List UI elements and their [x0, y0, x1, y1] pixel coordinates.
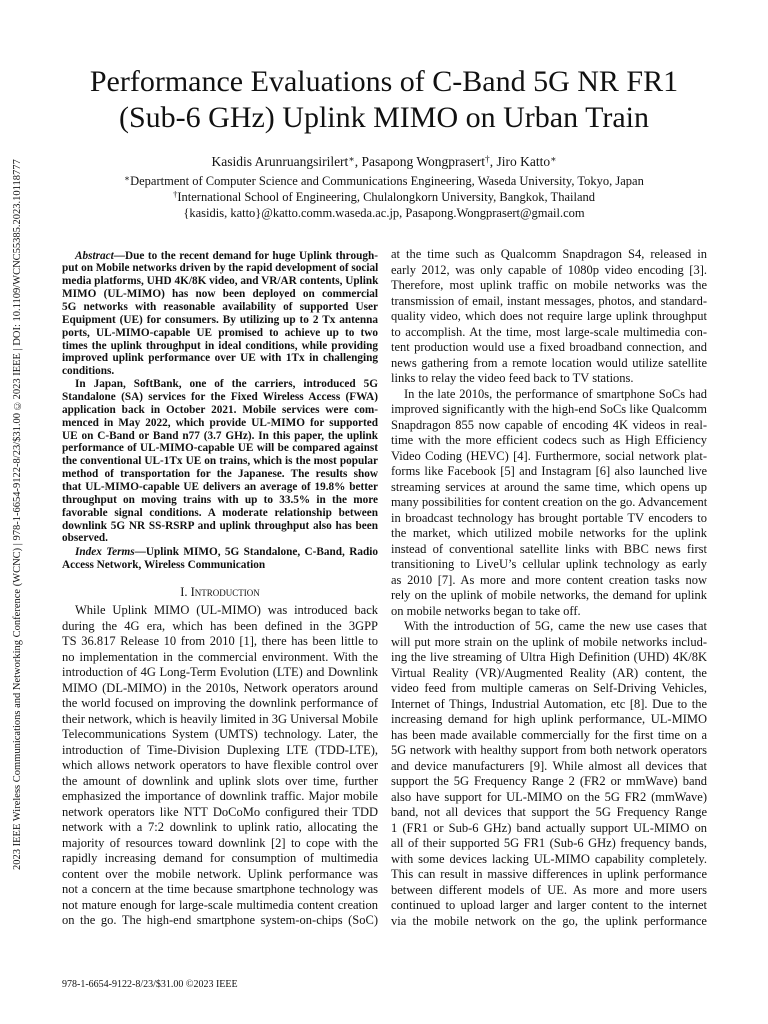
text-line: [62, 867, 378, 883]
text-line: [62, 913, 378, 929]
line-text: conditions.: [62, 365, 115, 378]
right-column: [391, 247, 707, 929]
intro-paragraph: [62, 603, 378, 929]
line-text: as 2010 [7]. As more and more content creation tasks now: [391, 572, 707, 587]
text-line: [62, 494, 378, 507]
text-line: [62, 314, 378, 327]
text-line: [62, 696, 378, 712]
text-line: [62, 836, 378, 852]
text-line: [62, 327, 378, 340]
text-line: [391, 681, 707, 697]
line-text: many possibilities for content creation on the go. Advancement: [391, 495, 708, 510]
text-line: [391, 480, 707, 496]
line-text: streaming services at around the same time, which opens up: [391, 479, 707, 494]
text-line: [62, 275, 378, 288]
line-text: performance of UL-MIMO-capable UE will be compared against: [62, 442, 378, 455]
line-text: has been made available commercially for the first time on a: [391, 727, 707, 742]
text-line: [62, 430, 378, 443]
text-line: [62, 619, 378, 635]
paragraph-lead-label: Index Terms: [75, 546, 135, 559]
text-line: [391, 836, 707, 852]
line-text: emphasized the importance of downlink traffic. Major mobile: [62, 789, 378, 804]
text-line: [391, 821, 707, 837]
affiliation-mark: †: [485, 154, 490, 165]
line-text: improved significantly with the high-end SoCs like Qualcomm: [391, 402, 707, 417]
text-line: [62, 520, 378, 533]
text-line: [391, 650, 707, 666]
line-text: UE on C-Band or Band n77 (3.7 GHz). In this paper, the uplink: [62, 429, 378, 442]
line-text: throughput on moving trains with up to 33.5% in the more: [62, 493, 378, 506]
text-line: [391, 557, 707, 573]
text-line: [391, 495, 707, 511]
text-line: [62, 743, 378, 759]
line-text: video feed from multiple cameras on Self-Driving Vehicles,: [391, 681, 707, 696]
text-line: [391, 790, 707, 806]
line-text: downlink 5G NR SS-RSRP and uplink throughput also has been: [62, 519, 378, 532]
text-line: [62, 634, 378, 650]
line-text: method of transportation for the Japanese. The results show: [62, 468, 378, 481]
author-name: Jiro Katto: [496, 154, 551, 169]
text-line: [62, 288, 378, 301]
line-text: Internet of Things, Industrial Automation, etc [8]. Due to the: [391, 696, 707, 711]
text-line: [391, 867, 707, 883]
text-line: [391, 635, 707, 651]
text-line: [62, 378, 378, 391]
title-line: (Sub-6 GHz) Uplink MIMO on Urban Train: [119, 101, 649, 134]
line-text: the conventional UL-1Tx UE on trains, which is the most popular: [62, 455, 378, 468]
text-line: [391, 371, 707, 387]
line-text: network with a 7:2 downlink to uplink ratio, allocating the: [62, 820, 378, 835]
text-line: [62, 340, 378, 353]
text-line: [391, 728, 707, 744]
text-line: [391, 542, 707, 558]
text-line: [62, 507, 378, 520]
text-line: [391, 883, 707, 899]
text-line: [62, 391, 378, 404]
line-text: with some devices lacking UL-MIMO capability completely.: [391, 851, 707, 866]
text-line: [391, 356, 707, 372]
text-line: [62, 468, 378, 481]
text-line: [62, 481, 378, 494]
paragraph-lead-label: Abstract: [75, 249, 114, 262]
text-line: [62, 442, 378, 455]
text-line: [62, 365, 378, 378]
line-text: Equipment (UE) for consumers. By utilizing up to 2 Tx antenna: [62, 313, 378, 326]
text-line: [391, 387, 707, 403]
line-text: increasing demand for high uplink performance, UL-MIMO: [391, 712, 707, 727]
footer-copyright: 978-1-6654-9122-8/23/$31.00 ©2023 IEEE: [62, 979, 238, 990]
line-text: 5G networks with reasonable availability of supported User: [62, 300, 378, 313]
line-text: This can result in massive differences in uplink performance: [391, 867, 707, 882]
line-text: 5G network with healthy support from both network operators: [391, 743, 707, 758]
line-text: Telecommunications System (UMTS) technology. Later, the: [62, 727, 378, 742]
text-line: [391, 325, 707, 341]
text-line: [391, 573, 707, 589]
paper-title: [0, 64, 768, 136]
line-text: network operators like NTT DoCoMo configured their TDD: [62, 804, 378, 819]
line-text: on mobile networks began to take off.: [391, 603, 581, 618]
text-line: [391, 433, 707, 449]
text-line: [62, 758, 378, 774]
line-text: Therefore, most uplink traffic on mobile networks was the: [391, 278, 707, 293]
line-text: transitioning to LiveU’s cellular uplink technology as early: [391, 557, 707, 572]
text-line: [391, 743, 707, 759]
line-text: forms like Facebook [5] and Instagram [6] also launched live: [391, 464, 707, 479]
index-terms: [62, 546, 378, 572]
author-list: [0, 154, 768, 170]
line-text: In Japan, SoftBank, one of the carriers, introduced 5G: [75, 378, 378, 391]
text-line: [62, 559, 378, 572]
text-line: [391, 402, 707, 418]
line-text: —Uplink MIMO, 5G Standalone, C-Band, Radio: [134, 546, 378, 559]
line-text: the amount of downlink and uplink slots over time, further: [62, 773, 378, 788]
text-line: [391, 418, 707, 434]
line-text: time with the more efficient codecs such as High Efficiency: [391, 433, 707, 448]
line-text: not a concern at the time because smartphone technology was: [62, 882, 378, 897]
text-line: [62, 532, 378, 545]
line-text: 1 (FR1 or Sub-6 GHz) band actually support UL-MIMO on: [391, 820, 707, 835]
line-text: application back in October 2021. Mobile services were com-: [62, 403, 378, 416]
line-text: that UL-MIMO-capable UE delivers an average of 19.8% better: [62, 480, 378, 493]
line-text: news gathering from a remote location would utilize satellite: [391, 355, 707, 370]
text-line: [391, 340, 707, 356]
text-line: [391, 666, 707, 682]
line-text: ports, UL-MIMO-capable UE promised to achieve up to two: [62, 326, 378, 339]
line-text: between different models of UE. As more and more users: [391, 882, 707, 897]
affiliation-line: [0, 173, 768, 189]
line-text: rapidly increasing demand for consumption of multimedia: [62, 851, 378, 866]
text-line: [391, 247, 707, 263]
line-text: links to relay the video feed back to TV stations.: [391, 371, 634, 386]
line-text: not mature enough for large-scale multimedia content creation: [62, 897, 378, 912]
line-text: no implementation in the commercial environment. With the: [62, 649, 378, 664]
line-text: quality video, which does not require large uplink throughput: [391, 309, 707, 324]
text-line: [391, 294, 707, 310]
line-text: and device manufacturers [9]. While almost all devices that: [391, 758, 707, 773]
affiliation-mark: ∗: [348, 154, 355, 165]
line-text: Access Network, Wireless Communication: [62, 559, 266, 572]
abstract-paragraph: [62, 378, 378, 545]
line-text: which allows network operators to have flexible control over: [62, 758, 378, 773]
text-line: [62, 417, 378, 430]
line-text: also have support for UL-MIMO on the 5G FR2 (mmWave): [391, 789, 707, 804]
body-paragraph: [391, 247, 707, 387]
text-line: [391, 774, 707, 790]
line-text: content over the mobile network. Uplink performance was: [62, 866, 378, 881]
line-text: the market, which utilized mobile networks for the uplink: [391, 526, 707, 541]
text-line: [391, 449, 707, 465]
affiliations: [0, 173, 768, 221]
text-line: [391, 511, 707, 527]
affiliation-mark: ∗: [124, 173, 131, 184]
text-line: [62, 455, 378, 468]
text-line: [62, 650, 378, 666]
line-text: continued to upload larger and larger content to the internet: [391, 898, 707, 913]
line-text: observed.: [62, 532, 108, 545]
line-text: introduction of 4G Long-Term Evolution (LTE) and Downlink: [62, 665, 378, 680]
side-publication-stamp: 2023 IEEE Wireless Communications and Networking Conference (WCNC) | 978-1-6654-9122-8/23/$31.00 ©2023 IEEE | DOI: 10.1109/WCNC55385.2023.10118777: [12, 159, 23, 871]
text-line: [62, 301, 378, 314]
line-text: band, not all devices that support the 5G Frequency Range: [391, 805, 707, 820]
abstract-paragraph: [62, 250, 378, 379]
affiliation-line: [0, 189, 768, 205]
line-text: In the late 2010s, the performance of smartphone SoCs had: [404, 386, 707, 401]
text-line: [62, 262, 378, 275]
text-line: [62, 665, 378, 681]
line-text: While Uplink MIMO (UL-MIMO) was introduced back: [75, 603, 378, 618]
line-text: at the time such as Qualcomm Snapdragon S4, released in: [391, 247, 707, 262]
line-text: to accomplish. At the time, most large-scale multimedia con-: [391, 324, 707, 339]
text-line: [391, 604, 707, 620]
line-text: rely on the uplink of mobile networks, the demand for uplink: [391, 588, 707, 603]
text-line: [391, 464, 707, 480]
text-line: [391, 805, 707, 821]
line-text: media platforms, UHD 4K/8K video, and VR/AR contents, Uplink: [62, 275, 379, 288]
line-text: during the 4G era, which has been defined in the 3GPP: [62, 618, 378, 633]
text-line: [62, 250, 378, 263]
line-text: improved uplink performance over UE with 1Tx in challenging: [62, 352, 378, 365]
text-line: [391, 588, 707, 604]
line-text: support the 5G Frequency Range 2 (FR2 or mmWave) band: [391, 774, 707, 789]
line-text: the world focused on improving the downlink performance of: [62, 696, 378, 711]
author-name: Kasidis Arunruangsirilert: [211, 154, 349, 169]
text-line: [62, 820, 378, 836]
line-text: MIMO (UL-MIMO) has now been deployed on commercial: [62, 288, 378, 301]
text-line: [391, 263, 707, 279]
line-text: Video Coding (HEVC) [4]. Furthermore, social network plat-: [391, 448, 707, 463]
text-line: [391, 309, 707, 325]
text-line: [391, 697, 707, 713]
text-line: [62, 898, 378, 914]
affiliation-text: International School of Engineering, Chulalongkorn University, Bangkok, Thailand: [177, 190, 595, 204]
line-text: TS 36.817 Release 10 from 2010 [1], there has been little to: [62, 634, 378, 649]
line-text: tent production would use a fixed broadband connection, and: [391, 340, 707, 355]
text-line: [62, 603, 378, 619]
line-text: in broadcast technology has brought portable TV encoders to: [391, 510, 707, 525]
line-text: menced in May 2022, which provide UL-MIMO for supported: [62, 416, 378, 429]
text-line: [391, 619, 707, 635]
body-paragraph: [391, 619, 707, 929]
text-line: [391, 898, 707, 914]
text-line: [62, 851, 378, 867]
text-line: [62, 712, 378, 728]
line-text: MIMO (DL-MIMO) in the 2010s, Network operators around: [62, 680, 378, 695]
affiliation-mark: †: [172, 189, 178, 200]
text-line: [62, 727, 378, 743]
affiliation-text: Department of Computer Science and Communications Engineering, Waseda University, Tokyo, Japan: [130, 174, 644, 188]
line-text: Standalone (SA) services for the Fixed Wireless Access (FWA): [62, 390, 378, 403]
text-line: [62, 404, 378, 417]
line-text: ing the live streaming of Ultra High Definition (UHD) 4K/8K: [391, 650, 707, 665]
line-text: early 2012, was only capable of 1080p video encoding [3].: [391, 262, 707, 277]
abstract: [62, 250, 378, 573]
text-line: [62, 789, 378, 805]
text-line: [62, 882, 378, 898]
line-text: put on Mobile networks driven by the rapid development of social: [62, 262, 379, 275]
text-line: [62, 805, 378, 821]
text-line: [62, 546, 378, 559]
line-text: introduction of Time-Division Duplexing LTE (TDD-LTE),: [62, 742, 378, 757]
intro-section-left: [62, 603, 378, 929]
line-text: Snapdragon 855 now capable of encoding 4K videos in real-: [391, 417, 707, 432]
line-text: instead of conventional satellite links with BBC news first: [391, 541, 707, 556]
title-line: Performance Evaluations of C-Band 5G NR FR1: [89, 65, 679, 98]
line-text: majority of resources toward downlink [2] to cope with the: [62, 835, 378, 850]
line-text: times the uplink throughput in ideal conditions, while providing: [62, 339, 378, 352]
line-text: —Due to the recent demand for huge Uplink through-: [113, 249, 378, 262]
line-text: transmission of email, instant messages, photos, and standard-: [391, 293, 707, 308]
section-heading: I. Introduction: [180, 585, 260, 599]
body-paragraph: [391, 387, 707, 620]
text-line: [391, 852, 707, 868]
text-line: [62, 774, 378, 790]
line-text: will put more strain on the uplink of mobile networks includ-: [391, 634, 707, 649]
text-line: [62, 352, 378, 365]
text-line: [391, 712, 707, 728]
author-separator: ,: [354, 154, 362, 169]
author-separator: ,: [489, 154, 497, 169]
text-line: [62, 681, 378, 697]
line-text: favorable signal conditions. A moderate relationship between: [62, 506, 378, 519]
line-text: on the go. The high-end smartphone system-on-chips (SoC): [62, 913, 378, 928]
author-name: Pasapong Wongprasert: [361, 154, 486, 169]
text-line: [391, 914, 707, 930]
author-emails: {kasidis, katto}@katto.comm.waseda.ac.jp, Pasapong.Wongprasert@gmail.com: [183, 206, 585, 220]
line-text: With the introduction of 5G, came the new use cases that: [404, 619, 707, 634]
line-text: all of their supported 5G FR1 (Sub-6 GHz) frequency bands,: [391, 836, 707, 851]
line-text: via the mobile network on the go, the uplink performance: [391, 913, 707, 928]
text-line: [391, 759, 707, 775]
affiliation-mark: ∗: [550, 154, 557, 165]
text-line: [391, 278, 707, 294]
line-text: their network, which is heavily limited in 3G Universal Mobile: [62, 711, 378, 726]
text-line: [391, 526, 707, 542]
line-text: Virtual Reality (VR)/Augmented Reality (AR) content, the: [391, 665, 707, 680]
